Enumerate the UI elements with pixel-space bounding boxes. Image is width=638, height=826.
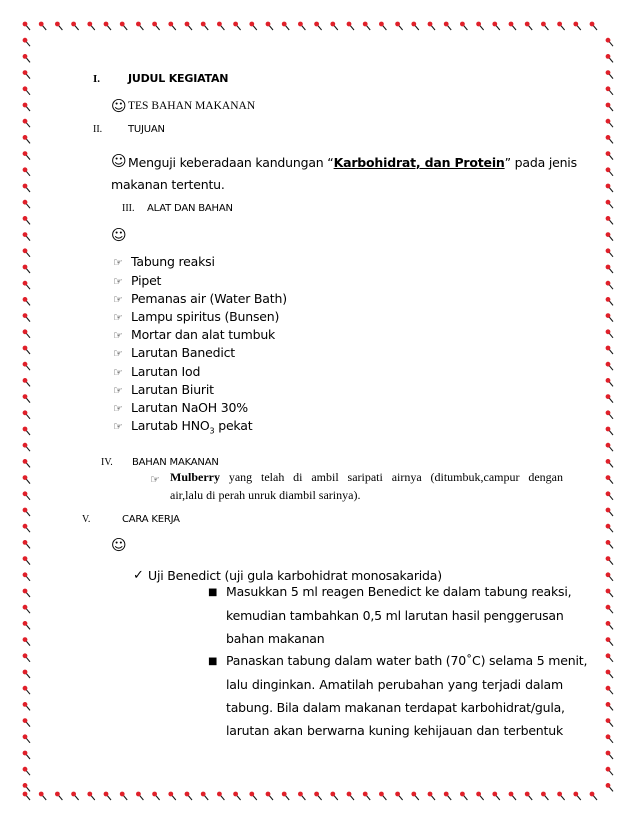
pin-icon	[152, 22, 159, 30]
pin-icon	[217, 792, 224, 800]
pin-icon	[152, 792, 159, 800]
pin-icon	[23, 313, 30, 321]
pin-icon	[606, 151, 613, 159]
pin-icon	[233, 792, 240, 800]
pin-icon	[460, 792, 467, 800]
pin-icon	[444, 22, 451, 30]
pin-icon	[23, 281, 30, 289]
section-5-title: CARA KERJA	[122, 514, 180, 525]
pin-icon	[606, 734, 613, 742]
pin-icon	[23, 718, 30, 726]
pin-icon	[23, 167, 30, 175]
pin-icon	[363, 792, 370, 800]
list-item: ☞ Larutan Banedict	[113, 345, 235, 360]
step-2-line-1: Panaskan tabung dalam water bath (70˚C) selama 5 menit,	[226, 653, 588, 668]
pin-icon	[282, 792, 289, 800]
pin-icon	[314, 792, 321, 800]
pin-icon	[23, 410, 30, 418]
pin-icon	[606, 605, 613, 613]
pin-icon	[557, 792, 564, 800]
checkmark-icon: ✓	[133, 568, 144, 583]
section-5-check-label: Uji Benedict (uji gula karbohidrat monosakarida)	[148, 568, 442, 583]
pin-icon	[23, 232, 30, 240]
pin-icon	[509, 22, 516, 30]
pin-icon	[476, 792, 483, 800]
pin-icon	[606, 38, 613, 46]
pin-icon	[23, 297, 30, 305]
section-3-title: ALAT DAN BAHAN	[147, 203, 233, 214]
pin-icon	[606, 751, 613, 759]
pin-icon	[136, 792, 143, 800]
section-5-numeral: V.	[82, 514, 91, 525]
pointing-finger-icon: ☞	[113, 420, 123, 433]
pin-icon	[104, 22, 111, 30]
pin-icon	[590, 792, 597, 800]
pointing-finger-icon: ☞	[113, 384, 123, 397]
pin-icon	[606, 54, 613, 62]
step-2-line-2: lalu dinginkan. Amatilah perubahan yang terjadi dalam	[226, 677, 563, 692]
section-4-bold-word: Mulberry	[170, 470, 220, 484]
pin-icon	[606, 167, 613, 175]
list-item: ☞ Pemanas air (Water Bath)	[113, 291, 287, 306]
pin-icon	[444, 792, 451, 800]
step-2-line-4: larutan akan berwarna kuning kehijauan dan terbentuk	[226, 723, 563, 738]
pin-icon	[606, 248, 613, 256]
pin-icon	[23, 556, 30, 564]
pin-icon	[606, 410, 613, 418]
pin-icon	[363, 22, 370, 30]
pin-icon	[606, 86, 613, 94]
section-2-line1-before: Menguji keberadaan kandungan “	[128, 155, 334, 170]
pin-icon	[428, 792, 435, 800]
pin-icon	[201, 22, 208, 30]
pin-icon	[606, 589, 613, 597]
pin-icon	[23, 792, 30, 800]
pin-icon	[492, 792, 499, 800]
pin-icon	[23, 767, 30, 775]
pin-icon	[606, 508, 613, 516]
pin-icon	[606, 767, 613, 775]
pin-icon	[606, 670, 613, 678]
list-item: ☞ Larutan NaOH 30%	[113, 400, 248, 415]
pin-icon	[201, 792, 208, 800]
pin-icon	[314, 22, 321, 30]
pin-icon	[168, 22, 175, 30]
pointing-finger-icon: ☞	[113, 256, 123, 269]
smiley-icon: ☺	[111, 536, 127, 554]
pin-icon	[23, 670, 30, 678]
pin-icon	[217, 22, 224, 30]
pin-icon	[347, 792, 354, 800]
square-bullet-icon: ■	[208, 587, 218, 598]
section-4-title: BAHAN MAKANAN	[132, 457, 219, 468]
pointing-finger-icon: ☞	[113, 366, 123, 379]
section-2-line-2: makanan tertentu.	[111, 177, 225, 192]
section-2-highlight: Karbohidrat, dan Protein	[333, 155, 505, 170]
pin-icon	[23, 589, 30, 597]
section-4-numeral: IV.	[101, 457, 113, 468]
pointing-finger-icon: ☞	[113, 347, 123, 360]
section-3-numeral: III.	[122, 203, 135, 214]
pin-icon	[233, 22, 240, 30]
smiley-icon: ☺	[111, 226, 127, 244]
pointing-finger-icon: ☞	[150, 473, 160, 486]
pin-icon	[23, 524, 30, 532]
pin-icon	[590, 22, 597, 30]
pin-icon	[379, 22, 386, 30]
pin-icon	[23, 119, 30, 127]
pin-icon	[606, 216, 613, 224]
pin-icon	[606, 702, 613, 710]
pin-icon	[606, 491, 613, 499]
pin-icon	[185, 792, 192, 800]
pin-icon	[557, 22, 564, 30]
list-item: ☞ Mortar dan alat tumbuk	[113, 327, 276, 342]
pin-icon	[120, 22, 127, 30]
pin-icon	[23, 637, 30, 645]
pin-icon	[23, 621, 30, 629]
pin-icon	[266, 792, 273, 800]
pin-icon	[39, 792, 46, 800]
pin-icon	[23, 265, 30, 273]
list-item: ☞ Lampu spiritus (Bunsen)	[113, 309, 280, 324]
smiley-icon: ☺	[111, 97, 127, 115]
pin-icon	[23, 378, 30, 386]
square-bullet-icon: ■	[208, 656, 218, 667]
pin-icon	[23, 734, 30, 742]
pin-icon	[23, 329, 30, 337]
section-1-title: JUDUL KEGIATAN	[128, 72, 229, 85]
step-2-line-3: tabung. Bila dalam makanan terdapat karbohidrat/gula,	[226, 700, 565, 715]
pin-icon	[266, 22, 273, 30]
section-4-line-2: air,lalu di perah unruk diambil sarinya).	[170, 488, 361, 502]
pin-icon	[606, 184, 613, 192]
pin-icon	[606, 475, 613, 483]
pin-icon	[606, 443, 613, 451]
pin-icon	[606, 524, 613, 532]
smiley-icon: ☺	[111, 152, 127, 170]
pin-icon	[492, 22, 499, 30]
section-2-numeral: II.	[93, 124, 103, 135]
pin-icon	[395, 22, 402, 30]
pin-icon	[606, 718, 613, 726]
pin-icon	[606, 637, 613, 645]
section-1-numeral: I.	[93, 73, 101, 85]
pin-icon	[87, 792, 94, 800]
pin-icon	[573, 792, 580, 800]
pin-icon	[23, 459, 30, 467]
pointing-finger-icon: ☞	[113, 293, 123, 306]
pin-icon	[298, 792, 305, 800]
pin-icon	[606, 313, 613, 321]
pin-icon	[23, 443, 30, 451]
pin-icon	[606, 297, 613, 305]
pin-icon	[606, 394, 613, 402]
pin-icon	[71, 22, 78, 30]
pin-icon	[23, 248, 30, 256]
pin-icon	[606, 135, 613, 143]
pin-icon	[460, 22, 467, 30]
pin-icon	[428, 22, 435, 30]
pin-icon	[249, 792, 256, 800]
pin-icon	[411, 792, 418, 800]
list-item: ☞ Larutan Biurit	[113, 382, 214, 397]
pointing-finger-icon: ☞	[113, 275, 123, 288]
list-item: ☞ Pipet	[113, 273, 162, 288]
pin-icon	[525, 22, 532, 30]
pin-icon	[379, 792, 386, 800]
pin-icon	[541, 22, 548, 30]
pin-icon	[87, 22, 94, 30]
pin-icon	[23, 22, 30, 30]
pin-icon	[23, 653, 30, 661]
pin-icon	[476, 22, 483, 30]
section-4-line-1	[170, 470, 563, 485]
pin-icon	[606, 329, 613, 337]
pin-icon	[606, 556, 613, 564]
pin-icon	[606, 783, 613, 791]
pin-icon	[23, 783, 30, 791]
list-item: ☞ Larutan Iod	[113, 364, 201, 379]
list-item: ☞ Tabung reaksi	[113, 254, 215, 269]
pointing-finger-icon: ☞	[113, 329, 123, 342]
pin-icon	[606, 686, 613, 694]
pin-icon	[23, 54, 30, 62]
pin-icon	[55, 792, 62, 800]
pin-icon	[606, 427, 613, 435]
pin-icon	[606, 346, 613, 354]
pin-icon	[71, 792, 78, 800]
pin-icon	[330, 22, 337, 30]
pointing-finger-icon: ☞	[113, 311, 123, 324]
pin-icon	[606, 378, 613, 386]
pin-icon	[249, 22, 256, 30]
pin-icon	[509, 792, 516, 800]
pin-icon	[23, 491, 30, 499]
pin-icon	[23, 103, 30, 111]
pin-icon	[282, 22, 289, 30]
pin-icon	[606, 119, 613, 127]
pin-icon	[606, 653, 613, 661]
pin-icon	[120, 792, 127, 800]
pin-icon	[347, 22, 354, 30]
pin-icon	[23, 540, 30, 548]
pointing-finger-icon: ☞	[113, 402, 123, 415]
section-2-line-1	[128, 155, 577, 170]
pin-icon	[23, 200, 30, 208]
pin-icon	[23, 86, 30, 94]
pin-icon	[23, 216, 30, 224]
section-2-line1-after: ” pada jenis	[504, 155, 577, 170]
pin-icon	[606, 232, 613, 240]
pin-icon	[23, 394, 30, 402]
pin-icon	[23, 346, 30, 354]
step-1-line-1: Masukkan 5 ml reagen Benedict ke dalam tabung reaksi,	[226, 584, 572, 599]
pin-icon	[573, 22, 580, 30]
subscript-3: 3	[209, 426, 215, 436]
pin-icon	[23, 702, 30, 710]
pin-icon	[23, 572, 30, 580]
pin-icon	[23, 508, 30, 516]
pin-icon	[23, 362, 30, 370]
list-item: ☞ Larutab $HNO_3$ pekat	[113, 418, 253, 436]
pin-icon	[330, 792, 337, 800]
pin-icon	[606, 621, 613, 629]
pin-icon	[606, 281, 613, 289]
pin-icon	[23, 70, 30, 78]
pin-icon	[411, 22, 418, 30]
pin-icon	[606, 540, 613, 548]
pin-icon	[541, 792, 548, 800]
pin-icon	[606, 362, 613, 370]
step-1-line-2: kemudian tambahkan 0,5 ml larutan hasil penggerusan	[226, 608, 564, 623]
pin-icon	[23, 135, 30, 143]
pin-icon	[606, 265, 613, 273]
pin-icon	[39, 22, 46, 30]
pin-icon	[136, 22, 143, 30]
pin-icon	[606, 200, 613, 208]
pin-icon	[23, 427, 30, 435]
pin-icon	[23, 605, 30, 613]
section-2-title: TUJUAN	[128, 124, 165, 135]
pin-icon	[23, 475, 30, 483]
pin-icon	[606, 572, 613, 580]
pin-icon	[168, 792, 175, 800]
pin-icon	[23, 686, 30, 694]
pin-icon	[606, 459, 613, 467]
step-1-line-3: bahan makanan	[226, 631, 325, 646]
pin-icon	[298, 22, 305, 30]
pin-icon	[23, 151, 30, 159]
pin-icon	[606, 70, 613, 78]
pin-icon	[185, 22, 192, 30]
pin-icon	[55, 22, 62, 30]
pin-icon	[23, 38, 30, 46]
section-1-content: TES BAHAN MAKANAN	[128, 100, 256, 112]
pin-icon	[525, 792, 532, 800]
section-4-line1-rest: yang telah di ambil saripati airnya (ditumbuk,campur dengan	[228, 470, 563, 484]
pin-icon	[395, 792, 402, 800]
pin-icon	[606, 103, 613, 111]
pin-icon	[104, 792, 111, 800]
pin-icon	[23, 751, 30, 759]
pin-icon	[23, 184, 30, 192]
